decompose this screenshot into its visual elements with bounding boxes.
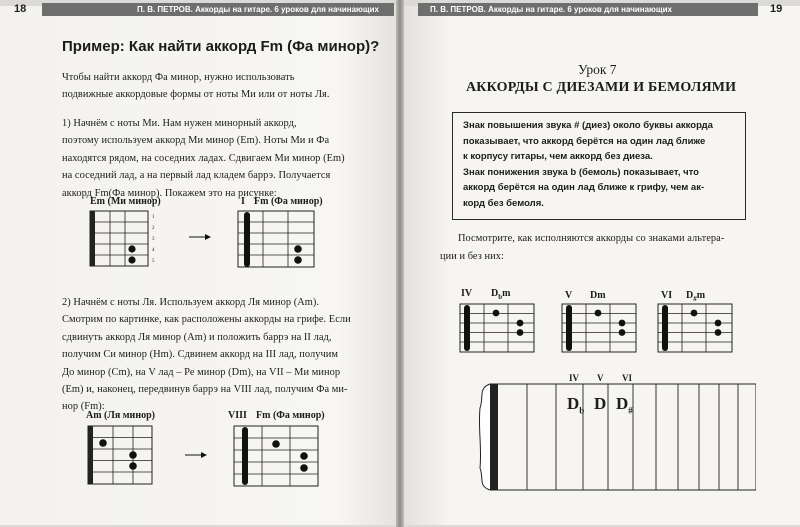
fretboard-fret-number: VI bbox=[622, 373, 633, 383]
lesson-number: Урок 7 bbox=[578, 62, 617, 77]
book-spine bbox=[396, 0, 404, 527]
fm-chord-diagram-2 bbox=[232, 424, 322, 492]
left-page-number: 18 bbox=[14, 3, 27, 15]
em-chord-diagram bbox=[86, 209, 161, 269]
em-chord-label: Em (Ми минор) bbox=[90, 196, 161, 207]
paragraph-1-line: 1) Начнём с ноты Ми. Нам нужен минорный аккорд, bbox=[62, 118, 297, 129]
string-number: 1 bbox=[152, 215, 155, 220]
intro-line-2: подвижные аккордовые формы от ноты Ми или от ноты Ля. bbox=[62, 89, 330, 100]
fretboard-note-root: D bbox=[594, 394, 607, 413]
chord-root: D bbox=[686, 290, 694, 301]
fretboard-note-root: D bbox=[616, 394, 629, 413]
rule-box-line: аккорд берётся на один лад ближе к грифу, чем ак- bbox=[463, 182, 705, 194]
paragraph-2 bbox=[62, 294, 351, 416]
arrow-right-icon bbox=[184, 450, 208, 460]
fretboard-fret-number: IV bbox=[569, 373, 580, 383]
fretboard-note-accidental: # bbox=[628, 405, 633, 416]
paragraph-1-line: на соседний лад, а на первый лад кладем баррэ. Получается bbox=[62, 170, 331, 182]
fm-fret-number-1: I bbox=[241, 196, 245, 207]
paragraph-2-line: (Em) и, наконец, передвинув баррэ на VIII лад, получим Фа ми- bbox=[62, 384, 348, 396]
chord-accidental: b bbox=[498, 293, 503, 301]
lesson-title: АККОРДЫ С ДИЕЗАМИ И БЕМОЛЯМИ bbox=[466, 80, 737, 95]
chord-fret-number: V bbox=[565, 290, 573, 301]
fretboard-fret-number: V bbox=[597, 373, 604, 383]
right-running-header: П. В. ПЕТРОВ. Аккорды на гитаре. 6 уроков для начинающих bbox=[418, 3, 758, 16]
paragraph-1-line: аккорд Fm(Фа минор). Покажем это на рисунке: bbox=[62, 187, 277, 199]
arrow-right-icon bbox=[188, 232, 212, 242]
rule-box-line: Знак повышения звука # (диез) около буквы аккорда bbox=[463, 120, 713, 131]
chord-name bbox=[590, 290, 606, 301]
fretboard-note bbox=[594, 394, 606, 414]
string-number: 4 bbox=[152, 248, 155, 253]
string-numbers bbox=[152, 212, 155, 267]
string-number: 3 bbox=[152, 237, 155, 242]
left-running-header: П. В. ПЕТРОВ. Аккорды на гитаре. 6 уроков для начинающих bbox=[42, 3, 394, 16]
fretboard-note bbox=[567, 394, 584, 415]
look-line-2: ции и без них: bbox=[440, 251, 504, 262]
paragraph-2-line: Смотрим по картинке, как расположены аккорды на грифе. Если bbox=[62, 314, 351, 326]
chord-fret-number: IV bbox=[461, 288, 473, 299]
paragraph-2-line: получим Си минор (Hm). Сдвинем аккорд на III лад, получим bbox=[62, 349, 339, 361]
fm-chord-label-1: Fm (Фа минор) bbox=[254, 196, 323, 207]
string-number: 2 bbox=[152, 226, 155, 231]
am-chord-label: Am (Ля минор) bbox=[86, 410, 155, 421]
chord-root: D bbox=[590, 290, 598, 301]
fretboard-note bbox=[616, 394, 633, 415]
look-line-1: Посмотрите, как исполняются аккорды со знаками альтера- bbox=[458, 233, 725, 244]
paragraph-2-line: нор (Fm): bbox=[62, 401, 105, 413]
fretboard-note-root: D bbox=[567, 394, 580, 413]
fm-chord-label-2: Fm (Фа минор) bbox=[256, 410, 325, 421]
rule-box-line: корд без бемоля. bbox=[463, 197, 544, 209]
paragraph-1 bbox=[62, 115, 345, 202]
chord-name bbox=[491, 288, 510, 301]
paragraph-1-line: поэтому используем аккорд Ми минор (Em). Ноты Ми и Фа bbox=[62, 135, 330, 147]
rule-box-line: Знак понижения звука b (бемоль) показывает, что bbox=[463, 166, 699, 178]
paragraph-2-line: 2) Начнём с ноты Ля. Используем аккорд Ля минор (Am). bbox=[62, 297, 320, 308]
dm-chord-diagram bbox=[560, 302, 640, 354]
rule-box-line: к корпусу гитары, чем аккорд без диеза. bbox=[463, 151, 653, 163]
paragraph-1-line: находятся рядом, на соседних ладах. Сдвигаем Ми минор (Em) bbox=[62, 152, 345, 164]
paragraph-2-line: До минор (Cm), на V лад – Ре минор (Dm), на VII – Ми минор bbox=[62, 366, 341, 378]
fm-chord-diagram-1 bbox=[236, 209, 320, 271]
string-number: 5 bbox=[152, 259, 155, 264]
chord-suffix: m bbox=[696, 290, 706, 301]
fretboard-note-accidental: b bbox=[579, 405, 585, 416]
intro-line-1: Чтобы найти аккорд Фа минор, нужно использовать bbox=[62, 72, 295, 83]
chord-accidental: # bbox=[693, 295, 697, 303]
dbm-chord-diagram bbox=[458, 302, 538, 354]
chord-root: D bbox=[491, 288, 499, 299]
chord-suffix: m bbox=[597, 290, 606, 301]
dsharpm-chord-diagram bbox=[656, 302, 736, 354]
page-title: Пример: Как найти аккорд Fm (Фа минор)? bbox=[62, 38, 380, 55]
chord-fret-number: VI bbox=[661, 290, 673, 301]
right-page-number: 19 bbox=[770, 3, 783, 15]
paragraph-2-line: сдвинуть аккорд Ля минор (Am) и положить баррэ на II лад, bbox=[62, 331, 332, 343]
chord-suffix: m bbox=[502, 288, 511, 299]
fm-fret-number-2: VIII bbox=[228, 410, 247, 421]
am-chord-diagram bbox=[84, 424, 159, 489]
rule-box bbox=[452, 112, 746, 220]
fretboard-diagram bbox=[470, 378, 756, 494]
rule-box-line: показывает, что аккорд берётся на один лад ближе bbox=[463, 135, 706, 147]
